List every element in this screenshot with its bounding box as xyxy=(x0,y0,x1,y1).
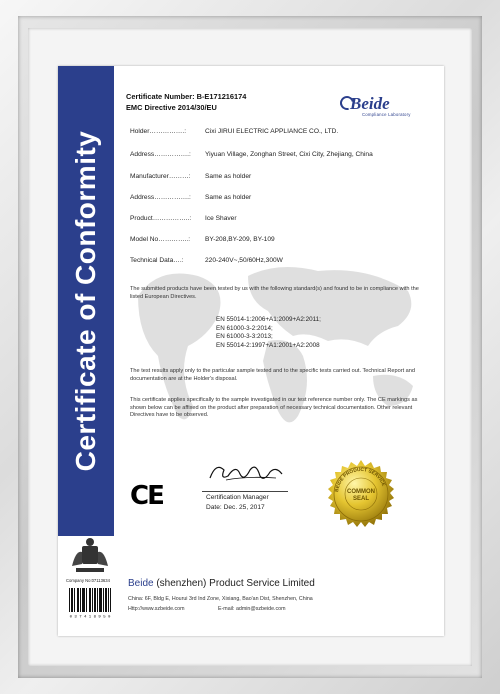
gold-common-seal xyxy=(320,452,402,534)
field-label: Technical Data….: xyxy=(130,257,184,264)
field-label: Model No…………..: xyxy=(130,236,191,243)
certificate-document xyxy=(58,66,444,636)
logo-name: Beide xyxy=(350,94,390,113)
field-value: BY-208,BY-209, BY-109 xyxy=(205,236,275,243)
field-label: Product……………..: xyxy=(130,215,192,222)
royal-crest-icon xyxy=(68,536,112,576)
field-technical-data xyxy=(130,257,440,267)
field-value: 220-240V~,50/60Hz,300W xyxy=(205,257,283,264)
intro-paragraph: The submitted products have been tested by us with the following standard(s) and found to be in compliance with the listed European Directives. xyxy=(130,286,419,300)
logo-tagline: Compliance Laboratory xyxy=(362,112,411,117)
field-manufacturer xyxy=(130,173,440,183)
beide-logo xyxy=(340,94,436,124)
field-value: Yiyuan Village, Zonghan Street, Cixi City, Zhejiang, China xyxy=(205,151,373,158)
standard-item: EN 55014-2:1997+A1:2001+A2:2008 xyxy=(216,341,320,349)
field-manufacturer-address xyxy=(130,194,440,204)
seal-center-text-1: COMMON xyxy=(347,489,375,495)
footer-website: Http://www.szbeide.com xyxy=(128,606,185,612)
barcode-number: 0 3 7 4 1 8 9 5 0 xyxy=(69,615,111,618)
signature-scribble xyxy=(206,458,286,486)
barcode-icon xyxy=(68,588,112,618)
footer-brand: Beide xyxy=(128,578,154,589)
signature-title: Certification Manager xyxy=(206,494,269,501)
field-label: Address…………….: xyxy=(130,151,191,158)
signature-date: Date: Dec. 25, 2017 xyxy=(206,504,265,511)
standards-list xyxy=(216,316,321,350)
field-value: Cixi JIRUI ELECTRIC APPLIANCE CO., LTD. xyxy=(205,128,339,135)
field-label: Address…………….: xyxy=(130,194,191,201)
ce-mark: CE xyxy=(130,481,163,511)
emc-directive: EMC Directive 2014/30/EU xyxy=(126,103,217,112)
sidebar-title: Certificate of Conformity xyxy=(70,130,101,472)
applies-paragraph: This certificate applies specifically to the sample investigated in our test reference number only. The CE markings as shown below can be affixed on the product after preparation of necessary technical documentation. Other relevant Directives have to be observed. xyxy=(130,397,418,419)
standard-item: EN 55014-1:2006+A1:2009+A2:2011; xyxy=(216,316,321,323)
standard-item: EN 61000-3-3:2013; xyxy=(216,333,273,340)
footer-company-name xyxy=(128,578,315,589)
field-value: Ice Shaver xyxy=(205,215,237,222)
standard-item: EN 61000-3-2:2014; xyxy=(216,324,273,332)
field-model-no xyxy=(130,236,440,246)
certificate-number: Certificate Number: B-E171216174 xyxy=(126,92,247,101)
footer-address: China: 6F, Bldg E, Hourui 3rd Ind Zone, Xixiang, Bao'an Dist, Shenzhen, China xyxy=(128,596,313,602)
seal-ring-text: BEIDE PRODUCT SERVICE xyxy=(335,467,386,493)
signature-line xyxy=(202,491,288,492)
company-number: Company No:07113634 xyxy=(66,578,110,583)
field-address xyxy=(130,151,440,161)
field-value: Same as holder xyxy=(205,194,252,201)
field-label: Manufacturer………: xyxy=(130,173,191,180)
seal-center-text-2: SEAL xyxy=(352,496,370,502)
field-value: Same as holder xyxy=(205,173,252,180)
footer-company-rest: (shenzhen) Product Service Limited xyxy=(153,578,315,589)
footer-email: E-mail: admin@szbeide.com xyxy=(218,606,286,612)
field-holder xyxy=(130,128,440,138)
field-product xyxy=(130,215,440,225)
field-label: Holder…………….: xyxy=(130,128,187,135)
test-results-paragraph: The test results apply only to the particular sample tested and to the specific tests carried out. Technical Report and documentation are at the Holder's disposal. xyxy=(130,368,416,382)
certificate-sidebar xyxy=(58,66,114,536)
